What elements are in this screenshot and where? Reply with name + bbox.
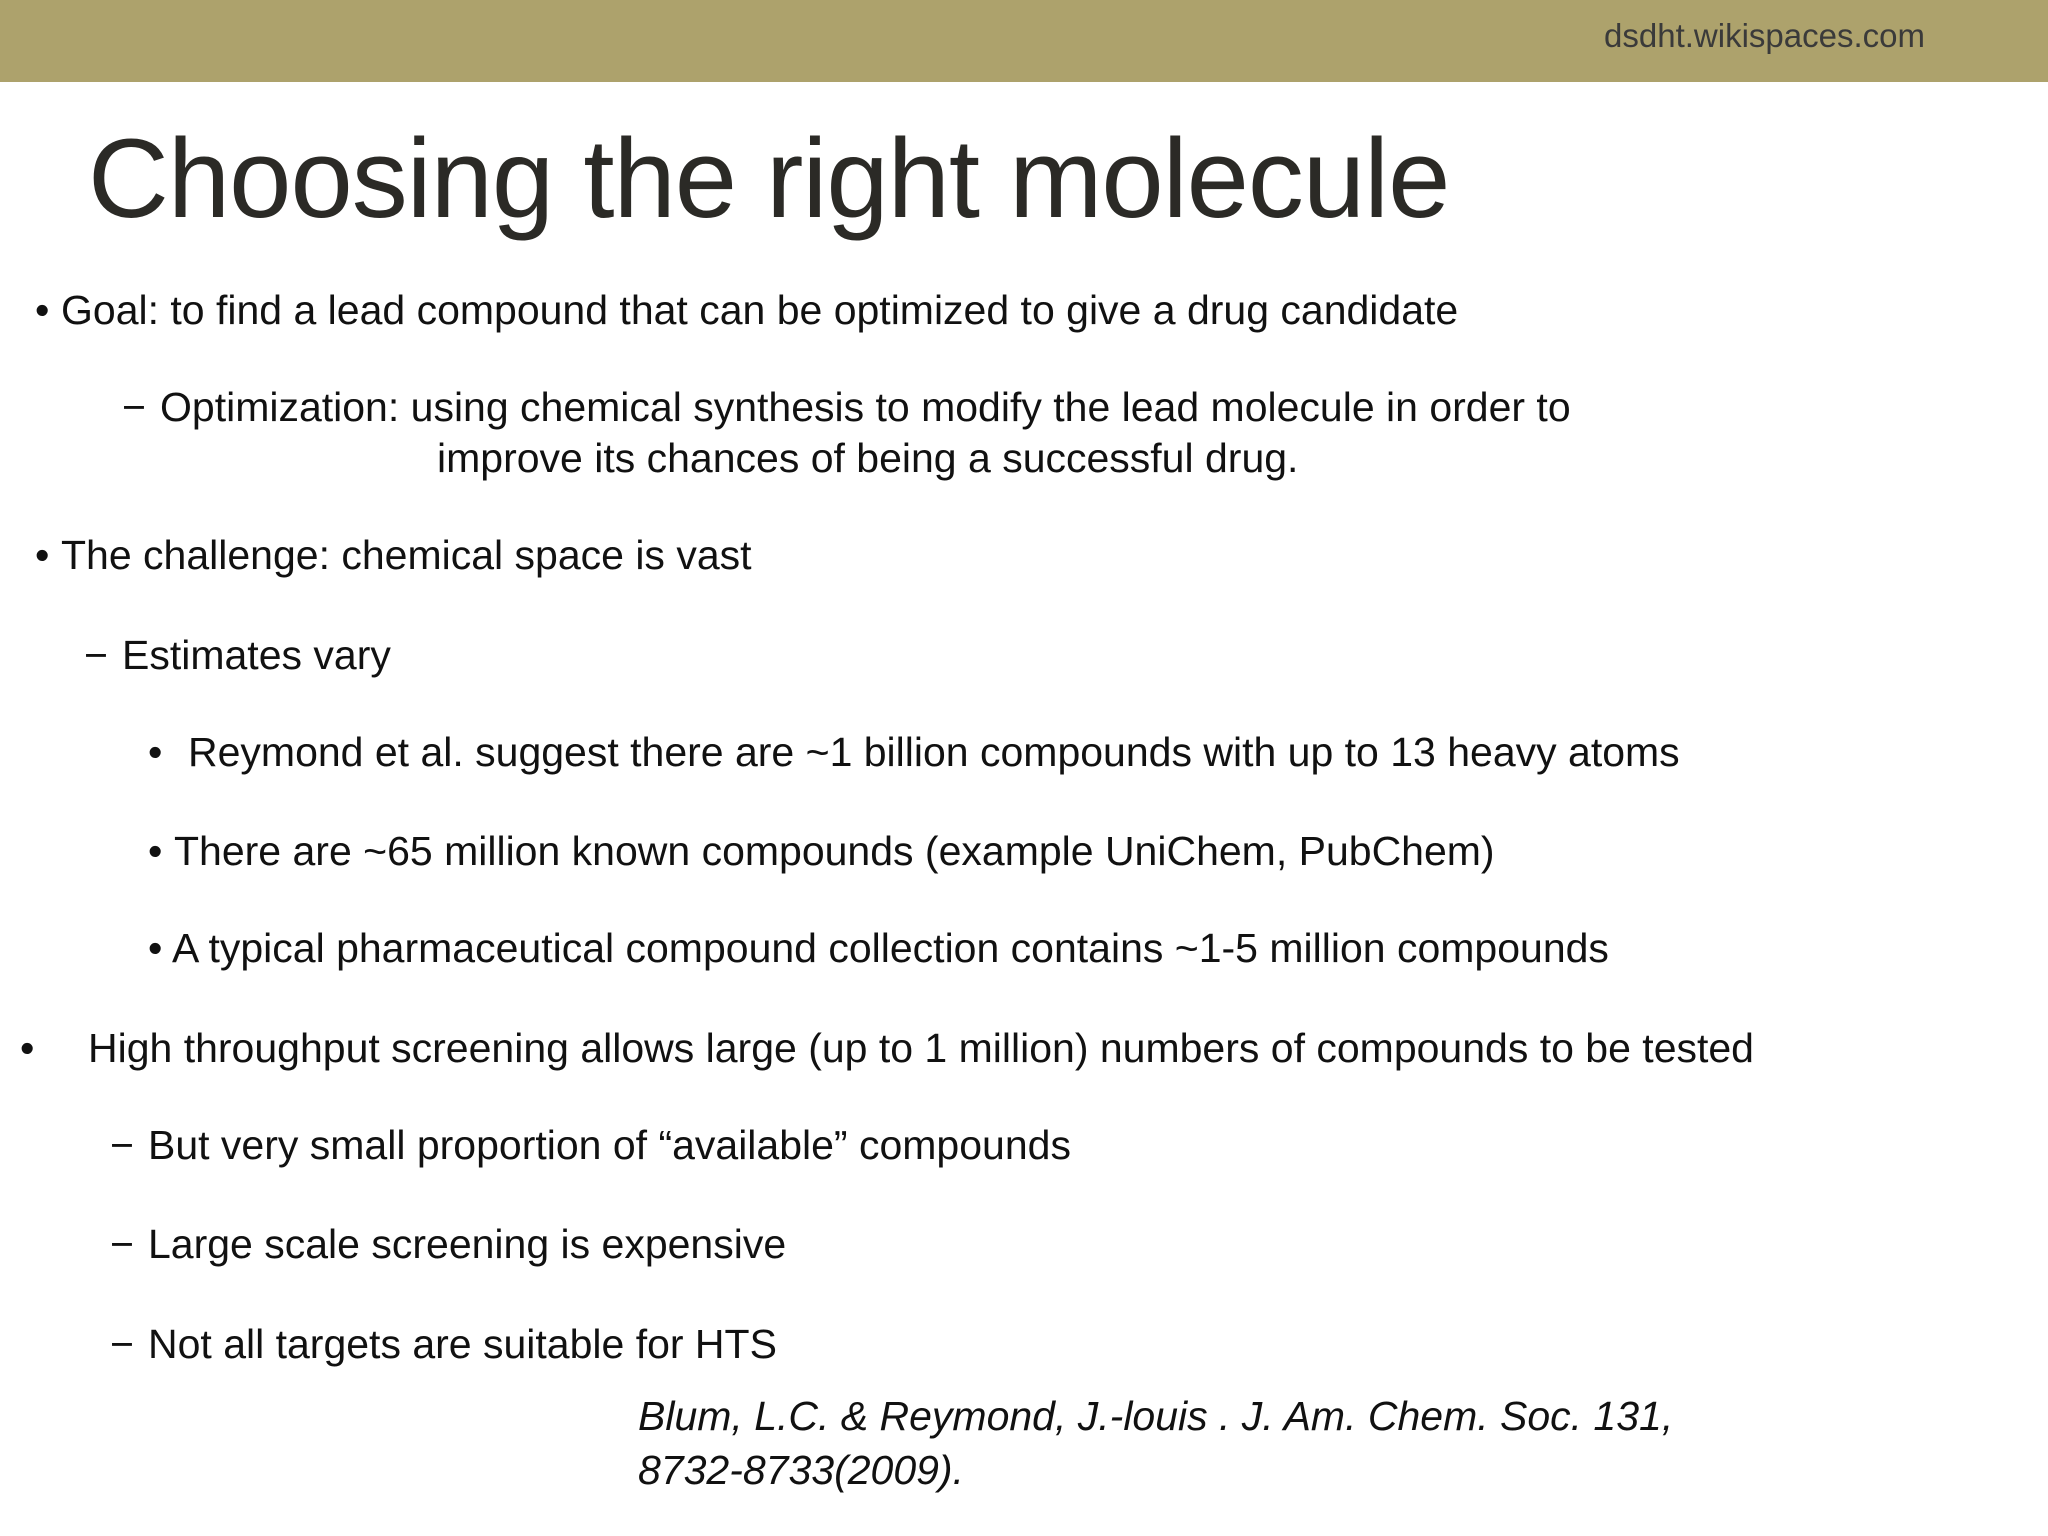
bullet-text: The challenge: chemical space is vast [61, 532, 752, 578]
bullet-marker: • [35, 532, 50, 578]
dash-marker: − [122, 384, 146, 430]
sub-bullet-proportion [110, 1119, 1071, 1171]
bullet-text: High throughput screening allows large (up to 1 million) numbers of compounds to be tested [88, 1025, 1754, 1071]
dash-marker: − [110, 1221, 134, 1267]
bullet-text: Goal: to find a lead compound that can be optimized to give a drug candidate [61, 287, 1459, 333]
sub-sub-bullet-collection [148, 922, 1609, 974]
bullet-challenge [35, 529, 752, 581]
top-bar [0, 0, 2048, 82]
sub-bullet-targets [110, 1318, 777, 1370]
bullet-marker: • [148, 828, 163, 874]
bullet-marker: • [148, 925, 163, 971]
dash-marker: − [110, 1321, 134, 1367]
sub-bullet-optimization [122, 381, 1571, 433]
bullet-marker: • [148, 729, 163, 775]
bullet-goal [35, 284, 1458, 336]
bullet-text: Not all targets are suitable for HTS [148, 1321, 777, 1367]
bullet-marker: • [20, 1025, 35, 1071]
bullet-text: There are ~65 million known compounds (example UniChem, PubChem) [174, 828, 1495, 874]
bullet-text: Reymond et al. suggest there are ~1 billion compounds with up to 13 heavy atoms [188, 729, 1680, 775]
citation [638, 1389, 1673, 1497]
site-name: dsdht.wikispaces.com [1604, 17, 1925, 54]
citation-line-2: 8732-8733(2009). [638, 1447, 964, 1493]
bullet-text: Optimization: using chemical synthesis to modify the lead molecule in order to [160, 384, 1571, 430]
bullet-text: improve its chances of being a successful drug. [437, 435, 1299, 481]
dash-marker: − [84, 632, 108, 678]
sub-sub-bullet-reymond [148, 726, 1680, 778]
sub-bullet-estimates [84, 629, 391, 681]
dash-marker: − [110, 1122, 134, 1168]
citation-line-1: Blum, L.C. & Reymond, J.-louis . J. Am. Chem. Soc. 131, [638, 1393, 1674, 1439]
sub-bullet-expensive [110, 1218, 786, 1270]
sub-sub-bullet-known-compounds [148, 825, 1495, 877]
slide-title: Choosing the right molecule [88, 116, 1450, 241]
bullet-hts [20, 1022, 1754, 1074]
bullet-text: Large scale screening is expensive [148, 1221, 787, 1267]
bullet-text: But very small proportion of “available” compounds [148, 1122, 1071, 1168]
bullet-text: A typical pharmaceutical compound collection contains ~1-5 million compounds [172, 925, 1609, 971]
bullet-marker: • [35, 287, 50, 333]
bullet-text: Estimates vary [122, 632, 391, 678]
sub-bullet-optimization-continued [437, 432, 1298, 484]
